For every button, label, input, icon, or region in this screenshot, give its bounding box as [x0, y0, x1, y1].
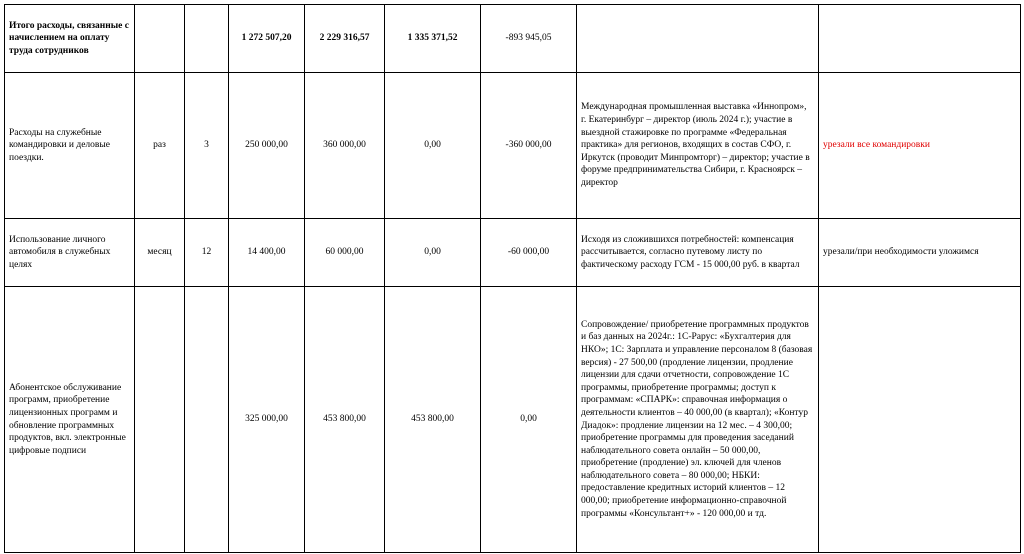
description-cell: Международная промышленная выставка «Иннопром», г. Екатеринбург – директор (июль 2024 г.); участие в выездной стажировке по программе «Федеральная практика» для регионов, входящих в состав СФО, г. Иркутск (проводит Минпромторг) – директор; участие в форуме предпринимательства Сибири, г. Красноярск – директор: [577, 73, 819, 219]
value-cell-3: 0,00: [385, 219, 481, 287]
table-row-software: [5, 287, 1021, 553]
value-cell-1: 14 400,00: [229, 219, 305, 287]
value-cell-2: 60 000,00: [305, 219, 385, 287]
value-cell-2: 453 800,00: [305, 287, 385, 553]
difference-cell: -60 000,00: [481, 219, 577, 287]
qty-cell: 12: [185, 219, 229, 287]
difference-cell: 0,00: [481, 287, 577, 553]
unit-cell: месяц: [135, 219, 185, 287]
value-cell-3: 1 335 371,52: [385, 5, 481, 73]
description-cell: Исходя из сложившихся потребностей: компенсация рассчитывается, согласно путевому листу по фактическому расходу ГСМ - 15 000,00 руб. в квартал: [577, 219, 819, 287]
value-cell-1: 1 272 507,20: [229, 5, 305, 73]
unit-cell: [135, 287, 185, 553]
value-cell-1: 250 000,00: [229, 73, 305, 219]
value-cell-1: 325 000,00: [229, 287, 305, 553]
row-name-cell: Абонентское обслуживание программ, приобретение лицензионных программ и обновление программных продуктов, вкл. электронные цифровые подписи: [5, 287, 135, 553]
value-cell-2: 2 229 316,57: [305, 5, 385, 73]
qty-cell: [185, 5, 229, 73]
comment-cell: урезали все командировки: [819, 73, 1021, 219]
row-name-cell: Использование личного автомобиля в служебных целях: [5, 219, 135, 287]
value-cell-3: 453 800,00: [385, 287, 481, 553]
table-row-personal-car: [5, 219, 1021, 287]
row-name-cell: Итого расходы, связанные с начислением на оплату труда сотрудников: [5, 5, 135, 73]
comment-cell: урезали/при необходимости уложимся: [819, 219, 1021, 287]
budget-table: [4, 4, 1021, 553]
value-cell-3: 0,00: [385, 73, 481, 219]
qty-cell: [185, 287, 229, 553]
unit-cell: раз: [135, 73, 185, 219]
table-row-total: [5, 5, 1021, 73]
comment-cell: [819, 5, 1021, 73]
description-cell: [577, 5, 819, 73]
difference-cell: -893 945,05: [481, 5, 577, 73]
difference-cell: -360 000,00: [481, 73, 577, 219]
unit-cell: [135, 5, 185, 73]
description-cell: Сопровождение/ приобретение программных продуктов и баз данных на 2024г.: 1С-Рарус: «Бухгалтерия для НКО»; 1С: Зарплата и управление персоналом 8 (базовая версия) - 27 500,00 (продление лицензии, продление лицензии для сдачи отчетности, сопровождение 1С программы, приобретение программы; доступ к программам: «СПАРК»: справочная информация о деятельности клиентов – 40 000,00 (в квартал); «Контур Диадок»: продление лицензии на 12 мес. – 4 300,00; приобретение программы для проведения заседаний наблюдательного совета онлайн – 50 000,00, приобретение (продление) эл. ключей для членов наблюдательного совета – 80 000,00; НБКИ: предоставление кредитных историй клиентов – 12 000,00; приобретение информационно-справочной программы «Консультант+» - 120 000,00 и тд.: [577, 287, 819, 553]
table-row-business-trips: [5, 73, 1021, 219]
row-name-cell: Расходы на служебные командировки и деловые поездки.: [5, 73, 135, 219]
comment-cell: [819, 287, 1021, 553]
value-cell-2: 360 000,00: [305, 73, 385, 219]
qty-cell: 3: [185, 73, 229, 219]
